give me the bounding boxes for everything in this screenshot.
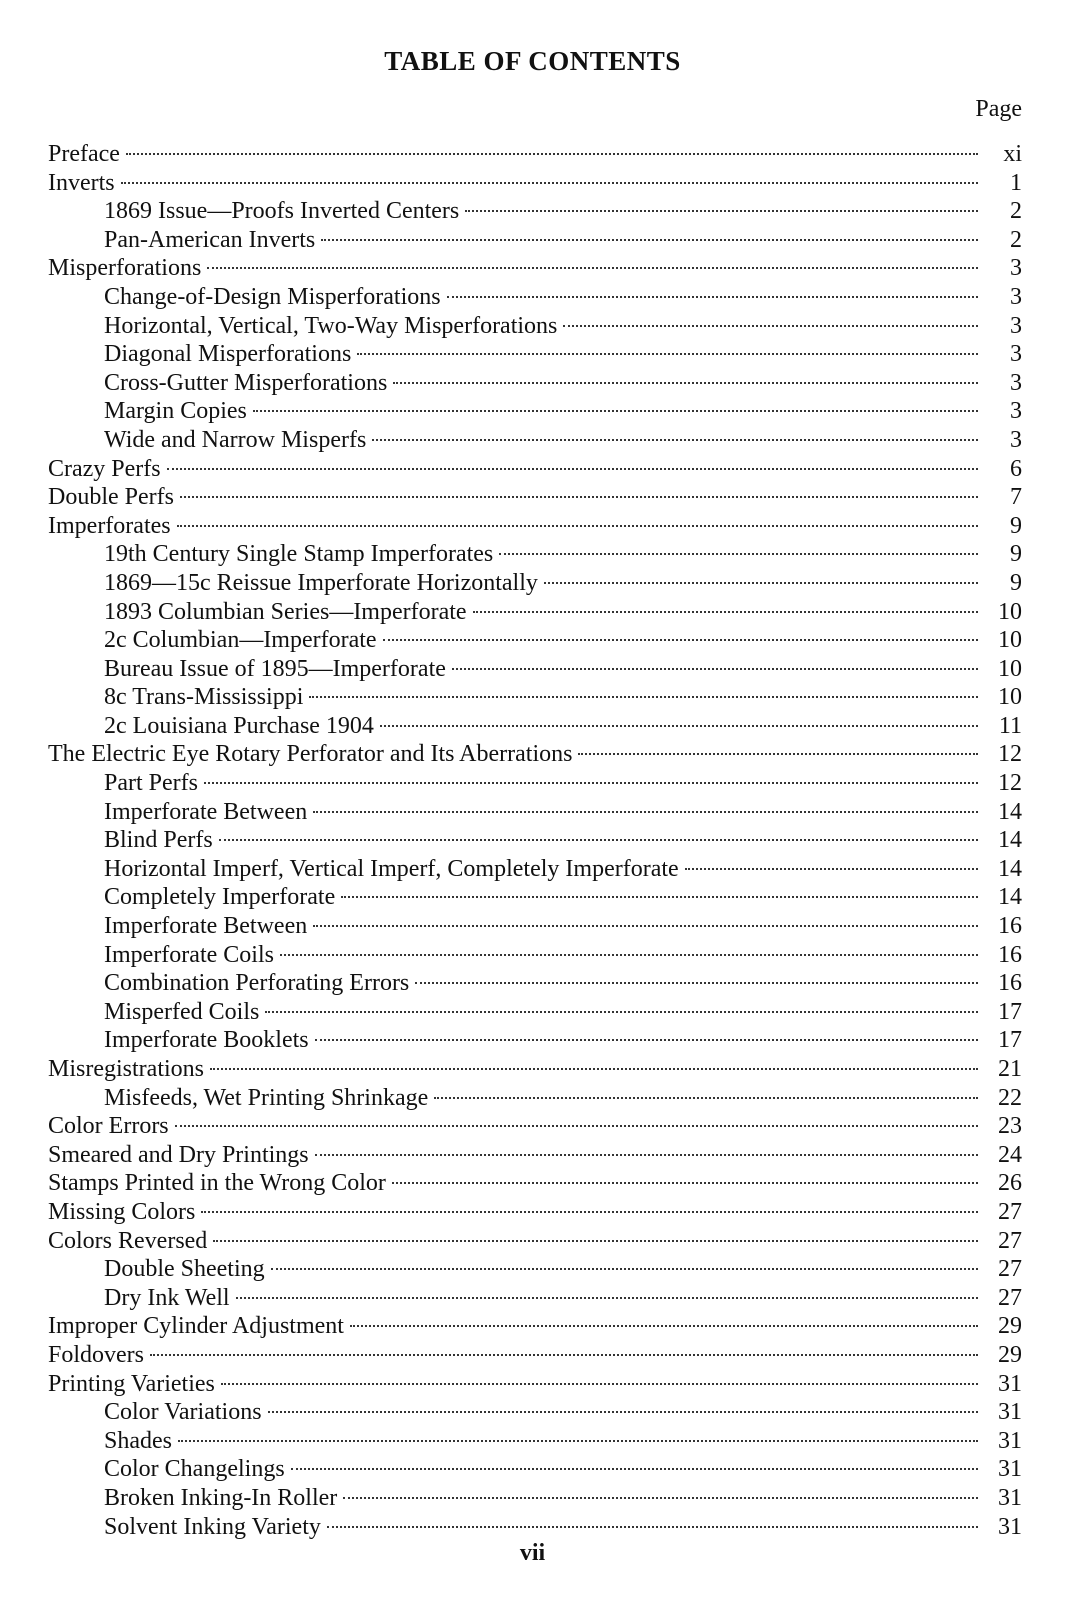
dot-leader bbox=[291, 1468, 978, 1470]
dot-leader bbox=[321, 239, 978, 241]
toc-entry-label: 1869—15c Reissue Imperforate Horizontally bbox=[104, 569, 538, 596]
toc-entry bbox=[48, 540, 1022, 569]
toc-entry-label: The Electric Eye Rotary Perforator and Its Aberrations bbox=[48, 741, 573, 768]
toc-entry-page: 29 bbox=[998, 1313, 1022, 1340]
toc-entry-page: 31 bbox=[998, 1427, 1022, 1454]
toc-entry bbox=[48, 1026, 1022, 1055]
dot-leader bbox=[685, 868, 978, 870]
dot-leader bbox=[219, 839, 978, 841]
toc-entry bbox=[48, 740, 1022, 769]
toc-entry-label: Misfeeds, Wet Printing Shrinkage bbox=[104, 1084, 429, 1111]
toc-entry-page: 16 bbox=[998, 941, 1022, 968]
toc-entry bbox=[48, 798, 1022, 827]
dot-leader bbox=[175, 1125, 978, 1127]
dot-leader bbox=[415, 982, 978, 984]
page-title: TABLE OF CONTENTS bbox=[384, 46, 681, 76]
toc-entry-label: Misregistrations bbox=[48, 1056, 204, 1082]
dot-leader bbox=[210, 1068, 978, 1070]
toc-entry-page: 10 bbox=[998, 627, 1022, 654]
toc-entry-label: 8c Trans-Mississippi bbox=[104, 684, 304, 711]
toc-entry-page: 14 bbox=[998, 798, 1022, 825]
toc-entry-page: 14 bbox=[998, 855, 1022, 882]
toc-entry-page: 9 bbox=[1010, 512, 1022, 539]
toc-entry-page: 14 bbox=[998, 884, 1022, 911]
toc-entry-label: 1869 Issue—Proofs Inverted Centers bbox=[104, 198, 460, 225]
toc-entry bbox=[48, 769, 1022, 798]
toc-entry-label: 1893 Columbian Series—Imperforate bbox=[104, 598, 467, 625]
toc-entry-page: 11 bbox=[998, 712, 1022, 739]
toc-entry-page: 23 bbox=[998, 1113, 1022, 1140]
dot-leader bbox=[178, 1440, 978, 1442]
dot-leader bbox=[167, 468, 978, 470]
dot-leader bbox=[499, 553, 978, 555]
toc-entry-label: Misperfed Coils bbox=[104, 998, 260, 1025]
toc-entry-label: Misperforations bbox=[48, 255, 202, 282]
toc-entry-page: 12 bbox=[998, 770, 1022, 797]
toc-entry-page: 31 bbox=[998, 1399, 1022, 1426]
dot-leader bbox=[280, 954, 978, 956]
toc-entry bbox=[48, 1455, 1022, 1484]
toc-entry bbox=[48, 655, 1022, 684]
toc-entry bbox=[48, 1427, 1022, 1456]
dot-leader bbox=[204, 782, 978, 784]
dot-leader bbox=[309, 696, 978, 698]
toc-entry-page: 16 bbox=[998, 913, 1022, 940]
toc-entry-label: Inverts bbox=[48, 169, 115, 196]
toc-entry bbox=[48, 1198, 1022, 1227]
toc-entry-label: Stamps Printed in the Wrong Color bbox=[48, 1170, 386, 1197]
toc-entry-page: 16 bbox=[998, 970, 1022, 997]
toc-entry bbox=[48, 1141, 1022, 1170]
toc-entry-page: 17 bbox=[998, 1027, 1022, 1054]
dot-leader bbox=[357, 353, 978, 355]
toc-entry-page: 9 bbox=[1010, 541, 1022, 568]
toc-entry-label: Color Errors bbox=[48, 1113, 169, 1140]
dot-leader bbox=[447, 296, 978, 298]
toc-entry-page: 7 bbox=[1010, 484, 1022, 511]
toc-entry bbox=[48, 1227, 1022, 1256]
dot-leader bbox=[150, 1354, 978, 1356]
dot-leader bbox=[372, 439, 978, 441]
toc-entry bbox=[48, 1341, 1022, 1370]
dot-leader bbox=[383, 639, 978, 641]
dot-leader bbox=[177, 525, 978, 527]
toc-entry bbox=[48, 140, 1022, 169]
toc-entry bbox=[48, 455, 1022, 484]
toc-entry bbox=[48, 683, 1022, 712]
toc-entry-label: Imperforate Coils bbox=[104, 941, 274, 968]
toc-entry-label: Part Perfs bbox=[104, 770, 198, 797]
toc-entry-page: 10 bbox=[998, 655, 1022, 682]
dot-leader bbox=[265, 1011, 978, 1013]
dot-leader bbox=[213, 1240, 978, 1242]
dot-leader bbox=[327, 1526, 978, 1528]
dot-leader bbox=[465, 210, 978, 212]
toc-entry-label: Solvent Inking Variety bbox=[104, 1513, 321, 1540]
dot-leader bbox=[343, 1497, 978, 1499]
toc-entry-page: 3 bbox=[1010, 369, 1022, 396]
toc-entry bbox=[48, 397, 1022, 426]
toc-entry bbox=[48, 855, 1022, 884]
toc-entry-page: 27 bbox=[998, 1256, 1022, 1283]
toc-entry-page: 31 bbox=[998, 1370, 1022, 1397]
toc-entry bbox=[48, 369, 1022, 398]
toc-entry-page: 27 bbox=[998, 1284, 1022, 1311]
toc-entry-label: Colors Reversed bbox=[48, 1227, 208, 1254]
toc-entry bbox=[48, 998, 1022, 1027]
toc-entry-label: Imperforate Booklets bbox=[104, 1027, 309, 1054]
toc-entry bbox=[48, 426, 1022, 455]
toc-entry bbox=[48, 1112, 1022, 1141]
toc-entry bbox=[48, 169, 1022, 198]
dot-leader bbox=[253, 410, 978, 412]
toc-entry-label: Completely Imperforate bbox=[104, 884, 336, 911]
dot-leader bbox=[315, 1039, 978, 1041]
toc-entry bbox=[48, 312, 1022, 341]
toc-entry-label: Imperforates bbox=[48, 512, 171, 539]
toc-entry-label: Smeared and Dry Printings bbox=[48, 1141, 309, 1168]
toc-entry bbox=[48, 340, 1022, 369]
toc-entry bbox=[48, 1398, 1022, 1427]
dot-leader bbox=[201, 1211, 978, 1213]
toc-entry-label: Diagonal Misperforations bbox=[104, 341, 352, 368]
dot-leader bbox=[313, 925, 978, 927]
toc-entry-page: 10 bbox=[998, 684, 1022, 711]
toc-entry-label: Color Changelings bbox=[104, 1456, 285, 1483]
dot-leader bbox=[393, 382, 978, 384]
toc-entry bbox=[48, 1513, 1022, 1542]
dot-leader bbox=[473, 611, 978, 613]
toc-entry-label: Preface bbox=[48, 141, 120, 167]
toc-entry-page: 21 bbox=[998, 1056, 1022, 1082]
toc-entry-label: Change-of-Design Misperforations bbox=[104, 283, 441, 310]
toc-entry bbox=[48, 197, 1022, 226]
dot-leader bbox=[180, 496, 978, 498]
toc-entry-label: Blind Perfs bbox=[104, 827, 213, 854]
toc-entry bbox=[48, 512, 1022, 541]
toc-entry-label: Crazy Perfs bbox=[48, 455, 161, 482]
toc-entry bbox=[48, 283, 1022, 312]
toc-entry bbox=[48, 569, 1022, 598]
toc-entry bbox=[48, 1484, 1022, 1513]
toc-entry-label: Imperforate Between bbox=[104, 798, 308, 825]
toc-entry-label: Double Sheeting bbox=[104, 1256, 265, 1283]
toc-entry bbox=[48, 254, 1022, 283]
toc-entry bbox=[48, 226, 1022, 255]
dot-leader bbox=[236, 1297, 978, 1299]
toc-entry bbox=[48, 941, 1022, 970]
toc-list bbox=[48, 140, 1022, 1541]
toc-entry-label: Horizontal, Vertical, Two-Way Misperforations bbox=[104, 312, 558, 339]
toc-entry-label: Double Perfs bbox=[48, 484, 174, 511]
dot-leader bbox=[578, 753, 978, 755]
toc-entry-label: 2c Louisiana Purchase 1904 bbox=[104, 712, 374, 739]
dot-leader bbox=[221, 1383, 978, 1385]
dot-leader bbox=[121, 182, 978, 184]
toc-entry-label: Broken Inking-In Roller bbox=[104, 1484, 338, 1511]
toc-entry-page: 9 bbox=[1010, 569, 1022, 596]
toc-entry-page: 31 bbox=[998, 1513, 1022, 1540]
dot-leader bbox=[434, 1097, 978, 1099]
dot-leader bbox=[392, 1182, 978, 1184]
dot-leader bbox=[207, 267, 978, 269]
toc-entry bbox=[48, 969, 1022, 998]
toc-entry-page: 3 bbox=[1010, 283, 1022, 310]
toc-entry-label: Horizontal Imperf, Vertical Imperf, Completely Imperforate bbox=[104, 855, 679, 882]
dot-leader bbox=[126, 153, 978, 155]
toc-entry bbox=[48, 912, 1022, 941]
toc-entry-label: Foldovers bbox=[48, 1341, 144, 1368]
dot-leader bbox=[268, 1411, 978, 1413]
toc-entry-label: Imperforate Between bbox=[104, 913, 308, 940]
dot-leader bbox=[341, 896, 978, 898]
toc-entry bbox=[48, 1084, 1022, 1113]
toc-entry-page: 3 bbox=[1010, 341, 1022, 368]
toc-entry-label: Missing Colors bbox=[48, 1198, 196, 1225]
toc-entry-label: Wide and Narrow Misperfs bbox=[104, 426, 367, 453]
toc-entry-label: Pan-American Inverts bbox=[104, 226, 316, 253]
dot-leader bbox=[271, 1268, 978, 1270]
toc-entry bbox=[48, 883, 1022, 912]
toc-entry-page: 27 bbox=[998, 1198, 1022, 1225]
toc-entry-page: 14 bbox=[998, 827, 1022, 854]
page-column-heading: Page bbox=[975, 96, 1022, 122]
toc-entry-page: 2 bbox=[1010, 226, 1022, 253]
toc-entry bbox=[48, 712, 1022, 741]
toc-entry-label: Improper Cylinder Adjustment bbox=[48, 1313, 344, 1340]
toc-entry-page: 1 bbox=[1010, 169, 1022, 196]
toc-entry-page: 6 bbox=[1010, 455, 1022, 482]
toc-entry-label: Color Variations bbox=[104, 1399, 262, 1426]
toc-entry-page: 2 bbox=[1010, 198, 1022, 225]
toc-entry-label: Printing Varieties bbox=[48, 1370, 215, 1397]
dot-leader bbox=[452, 668, 978, 670]
toc-entry-label: 2c Columbian—Imperforate bbox=[104, 627, 377, 654]
toc-entry-page: 31 bbox=[998, 1456, 1022, 1483]
toc-entry bbox=[48, 1255, 1022, 1284]
toc-entry bbox=[48, 598, 1022, 627]
toc-entry-page: 29 bbox=[998, 1341, 1022, 1368]
toc-entry bbox=[48, 1312, 1022, 1341]
toc-entry bbox=[48, 826, 1022, 855]
toc-entry-page: xi bbox=[1003, 141, 1022, 167]
page-number: vii bbox=[519, 1540, 546, 1566]
dot-leader bbox=[380, 725, 978, 727]
toc-entry bbox=[48, 1284, 1022, 1313]
toc-entry-page: 3 bbox=[1010, 398, 1022, 425]
toc-entry bbox=[48, 483, 1022, 512]
toc-entry bbox=[48, 1055, 1022, 1084]
toc-entry-label: Combination Perforating Errors bbox=[104, 970, 410, 997]
dot-leader bbox=[544, 582, 978, 584]
dot-leader bbox=[563, 325, 978, 327]
dot-leader bbox=[350, 1325, 978, 1327]
toc-entry bbox=[48, 626, 1022, 655]
toc-entry-page: 3 bbox=[1010, 426, 1022, 453]
toc-entry-page: 3 bbox=[1010, 312, 1022, 339]
toc-entry-label: Margin Copies bbox=[104, 398, 247, 425]
toc-entry-label: 19th Century Single Stamp Imperforates bbox=[104, 541, 494, 568]
toc-entry-label: Shades bbox=[104, 1427, 172, 1454]
toc-entry-label: Bureau Issue of 1895—Imperforate bbox=[104, 655, 446, 682]
toc-entry-page: 26 bbox=[998, 1170, 1022, 1197]
toc-entry bbox=[48, 1370, 1022, 1399]
dot-leader bbox=[315, 1154, 978, 1156]
toc-entry-page: 31 bbox=[998, 1484, 1022, 1511]
toc-entry-page: 17 bbox=[998, 998, 1022, 1025]
toc-entry-label: Dry Ink Well bbox=[104, 1284, 230, 1311]
toc-entry-page: 22 bbox=[998, 1084, 1022, 1111]
toc-entry-label: Cross-Gutter Misperforations bbox=[104, 369, 388, 396]
dot-leader bbox=[313, 811, 978, 813]
toc-entry-page: 27 bbox=[998, 1227, 1022, 1254]
toc-entry-page: 12 bbox=[998, 741, 1022, 768]
toc-entry-page: 10 bbox=[998, 598, 1022, 625]
toc-entry bbox=[48, 1169, 1022, 1198]
toc-entry-page: 3 bbox=[1010, 255, 1022, 282]
toc-entry-page: 24 bbox=[998, 1141, 1022, 1168]
